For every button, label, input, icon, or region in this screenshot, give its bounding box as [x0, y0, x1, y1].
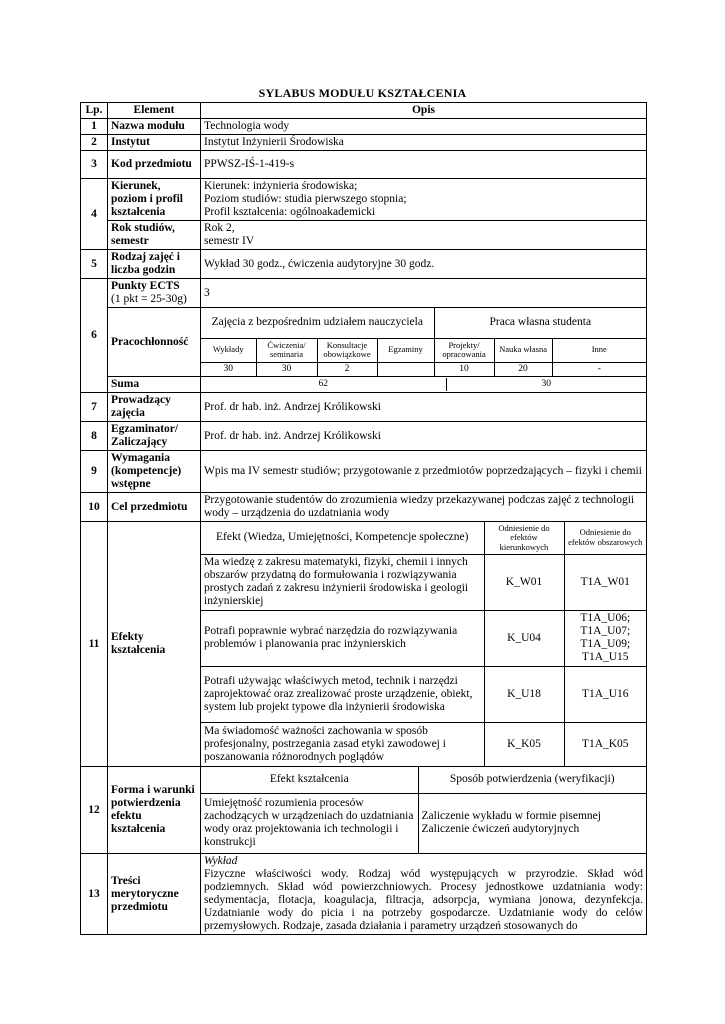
row-value: Technologia wody: [201, 119, 647, 135]
row-number: 8: [81, 422, 108, 451]
row-number: 1: [81, 119, 108, 135]
ects-label-cell: [108, 279, 201, 308]
workload-label: Pracochłonność: [108, 308, 201, 377]
row-label: Cel przedmiotu: [108, 493, 201, 522]
row-number: 7: [81, 393, 108, 422]
hours-value: 10: [434, 362, 494, 376]
col-header: Projekty/ opracowania: [434, 338, 494, 362]
row-11: [81, 522, 647, 767]
row-number: 3: [81, 151, 108, 179]
lecture-subheading: Wykład: [204, 855, 238, 867]
ects-label: Punkty ECTS: [111, 280, 180, 292]
row-5: [81, 250, 647, 279]
field-ref: K_K05: [484, 722, 564, 766]
field-ref-header: Odniesienie do efektów kierunkowych: [484, 522, 564, 554]
row-label: Rodzaj zajęć i liczba godzin: [108, 250, 201, 279]
field-ref: K_W01: [484, 554, 564, 610]
row-3: [81, 151, 647, 179]
contact-hours-header: Zajęcia z bezpośrednim udziałem nauczyciela: [201, 308, 434, 338]
row-10: [81, 493, 647, 522]
col-header: Inne: [552, 338, 646, 362]
row-2: [81, 135, 647, 151]
hours-value: 2: [317, 362, 377, 376]
outcome-row: [201, 666, 646, 722]
row-value: Prof. dr hab. inż. Andrzej Królikowski: [201, 422, 647, 451]
row-1: [81, 119, 647, 135]
sum-self-study: 30: [446, 378, 646, 391]
row-number: 10: [81, 493, 108, 522]
outcome-row: [201, 610, 646, 666]
workload-table-cell: [201, 308, 647, 377]
row-7: [81, 393, 647, 422]
method-exercises: Zaliczenie ćwiczeń audytoryjnych: [421, 823, 580, 836]
row-value: PPWSZ-IŚ-1-419-s: [201, 151, 647, 179]
header-element: Element: [108, 103, 201, 119]
poziom-line: Poziom studiów: studia pierwszego stopnia;: [204, 193, 407, 205]
self-study-header: Praca własna studenta: [434, 308, 646, 338]
row-6-ects: [81, 279, 647, 308]
hours-value: -: [552, 362, 646, 376]
kierunek-line: Kierunek: inżynieria środowiska;: [204, 180, 358, 192]
col-header: Nauka własna: [494, 338, 552, 362]
ects-subtitle: (1 pkt = 25-30g): [111, 293, 187, 305]
row-label: Treści merytoryczne przedmiotu: [108, 854, 201, 935]
effect-text: Umiejętność rozumienia procesów zachodzących w urządzeniach do uzdatniania wody oraz projektowania ich technologii i konstrukcji: [201, 793, 418, 853]
hours-value: 20: [494, 362, 552, 376]
area-ref: T1A_K05: [564, 722, 646, 766]
sum-contact: 62: [201, 378, 446, 391]
verification-table: [201, 767, 646, 853]
row-6-workload: [81, 308, 647, 377]
row-label: Egzaminator/ Zaliczający: [108, 422, 201, 451]
area-ref: T1A_U06; T1A_U07; T1A_U09; T1A_U15: [564, 610, 646, 666]
row-value: [201, 854, 647, 935]
syllabus-table: [80, 102, 647, 935]
row-6-sum: [81, 377, 647, 393]
learning-outcomes-cell: [201, 522, 647, 767]
header-row: [81, 103, 647, 119]
row-4: [81, 179, 647, 221]
row-value: Prof. dr hab. inż. Andrzej Królikowski: [201, 393, 647, 422]
row-label: Forma i warunki potwierdzenia efektu kształcenia: [108, 767, 201, 854]
row-12: [81, 767, 647, 854]
sum-table: [201, 378, 646, 391]
row-label: Nazwa modułu: [108, 119, 201, 135]
outcome-text: Potrafi poprawnie wybrać narzędzia do rozwiązywania problemów i planowania prac inżynierskich: [201, 610, 484, 666]
header-lp: Lp.: [81, 103, 108, 119]
row-label: Prowadzący zajęcia: [108, 393, 201, 422]
method-header: Sposób potwierdzenia (weryfikacji): [418, 767, 646, 793]
hours-value: 30: [201, 362, 256, 376]
hours-value: [377, 362, 434, 376]
row-value: [201, 221, 647, 250]
row-label: Instytut: [108, 135, 201, 151]
semestr-line: semestr IV: [204, 235, 255, 247]
outcome-text: Ma wiedzę z zakresu matematyki, fizyki, chemii i innych obszarów przydatną do formułowania i rozwiązywania prostych zadań z zakresu inżynierii środowiska i geologii inżynierskiej: [201, 554, 484, 610]
row-value: Wpis ma IV semestr studiów; przygotowanie z przedmiotów poprzedzających – fizyki i chemii: [201, 451, 647, 493]
outcome-text: Ma świadomość ważności zachowania w sposób profesjonalny, postrzegania zasad etyki zawodowej i poszanowania różnorodnych poglądów: [201, 722, 484, 766]
course-content-text: Fizyczne właściwości wody. Rodzaj wód występujących w przyrodzie. Skład wód podziemnych. Skład wód powierzchniowych. Procesy jednostkowe uzdatniania wody: sedymentacja, flotacja, koagulacja, filtracja, adsorpcja, wymiana jonowa, dezynfekcja. Uzdatnianie wody do picia i na potrzeby gospodarcze. Uzdatnianie wody do celów przemysłowych. Rodzaje, zasada działania i parametry urządzeń stosowanych do: [204, 868, 643, 932]
col-header: Wykłady: [201, 338, 256, 362]
field-ref: K_U18: [484, 666, 564, 722]
rok-line: Rok 2,: [204, 222, 235, 234]
row-label: Kod przedmiotu: [108, 151, 201, 179]
area-ref-header: Odniesienie do efektów obszarowych: [564, 522, 646, 554]
outcome-header: Efekt (Wiedza, Umiejętności, Kompetencje społeczne): [201, 522, 484, 554]
row-label: Efekty kształcenia: [108, 522, 201, 767]
hours-value: 30: [256, 362, 317, 376]
row-number: 12: [81, 767, 108, 854]
method-lecture: Zaliczenie wykładu w formie pisemnej: [421, 810, 601, 823]
effect-header: Efekt kształcenia: [201, 767, 418, 793]
row-value: Instytut Inżynierii Środowiska: [201, 135, 647, 151]
col-header: Egzaminy: [377, 338, 434, 362]
row-4b: [81, 221, 647, 250]
row-value: Przygotowanie studentów do zrozumienia wiedzy przekazywanej podczas zajęć z technologii wody – urządzenia do uzdatniania wody: [201, 493, 647, 522]
header-opis: Opis: [201, 103, 647, 119]
row-number: 9: [81, 451, 108, 493]
row-8: [81, 422, 647, 451]
row-number: 2: [81, 135, 108, 151]
workload-table: [201, 308, 646, 376]
learning-outcomes-table: [201, 522, 646, 766]
outcome-row: [201, 554, 646, 610]
sum-label: Suma: [108, 377, 201, 393]
area-ref: T1A_W01: [564, 554, 646, 610]
row-label: Rok studiów, semestr: [108, 221, 201, 250]
row-number: 11: [81, 522, 108, 767]
row-9: [81, 451, 647, 493]
row-label: Kierunek, poziom i profil kształcenia: [108, 179, 201, 221]
outcome-row: [201, 722, 646, 766]
col-header: Ćwiczenia/ seminaria: [256, 338, 317, 362]
row-number: 5: [81, 250, 108, 279]
outcome-text: Potrafi używając właściwych metod, technik i narzędzi zaprojektować oraz zrealizować proste urządzenie, obiekt, system lub projekt typowe dla inżynierii środowiska: [201, 666, 484, 722]
profil-line: Profil kształcenia: ogólnoakademicki: [204, 206, 376, 218]
verification-cell: [201, 767, 647, 854]
row-label: Wymagania (kompetencje) wstępne: [108, 451, 201, 493]
row-value: Wykład 30 godz., ćwiczenia audytoryjne 30 godz.: [201, 250, 647, 279]
area-ref: T1A_U16: [564, 666, 646, 722]
col-header: Konsultacje obowiązkowe: [317, 338, 377, 362]
sum-table-cell: [201, 377, 647, 393]
ects-value: 3: [201, 279, 647, 308]
row-value: [201, 179, 647, 221]
row-number: 6: [81, 279, 108, 393]
row-number: 13: [81, 854, 108, 935]
document-title: SYLABUS MODUŁU KSZTAŁCENIA: [258, 86, 467, 100]
row-number: 4: [81, 179, 108, 250]
method-cell: [418, 793, 646, 853]
field-ref: K_U04: [484, 610, 564, 666]
row-13: [81, 854, 647, 935]
